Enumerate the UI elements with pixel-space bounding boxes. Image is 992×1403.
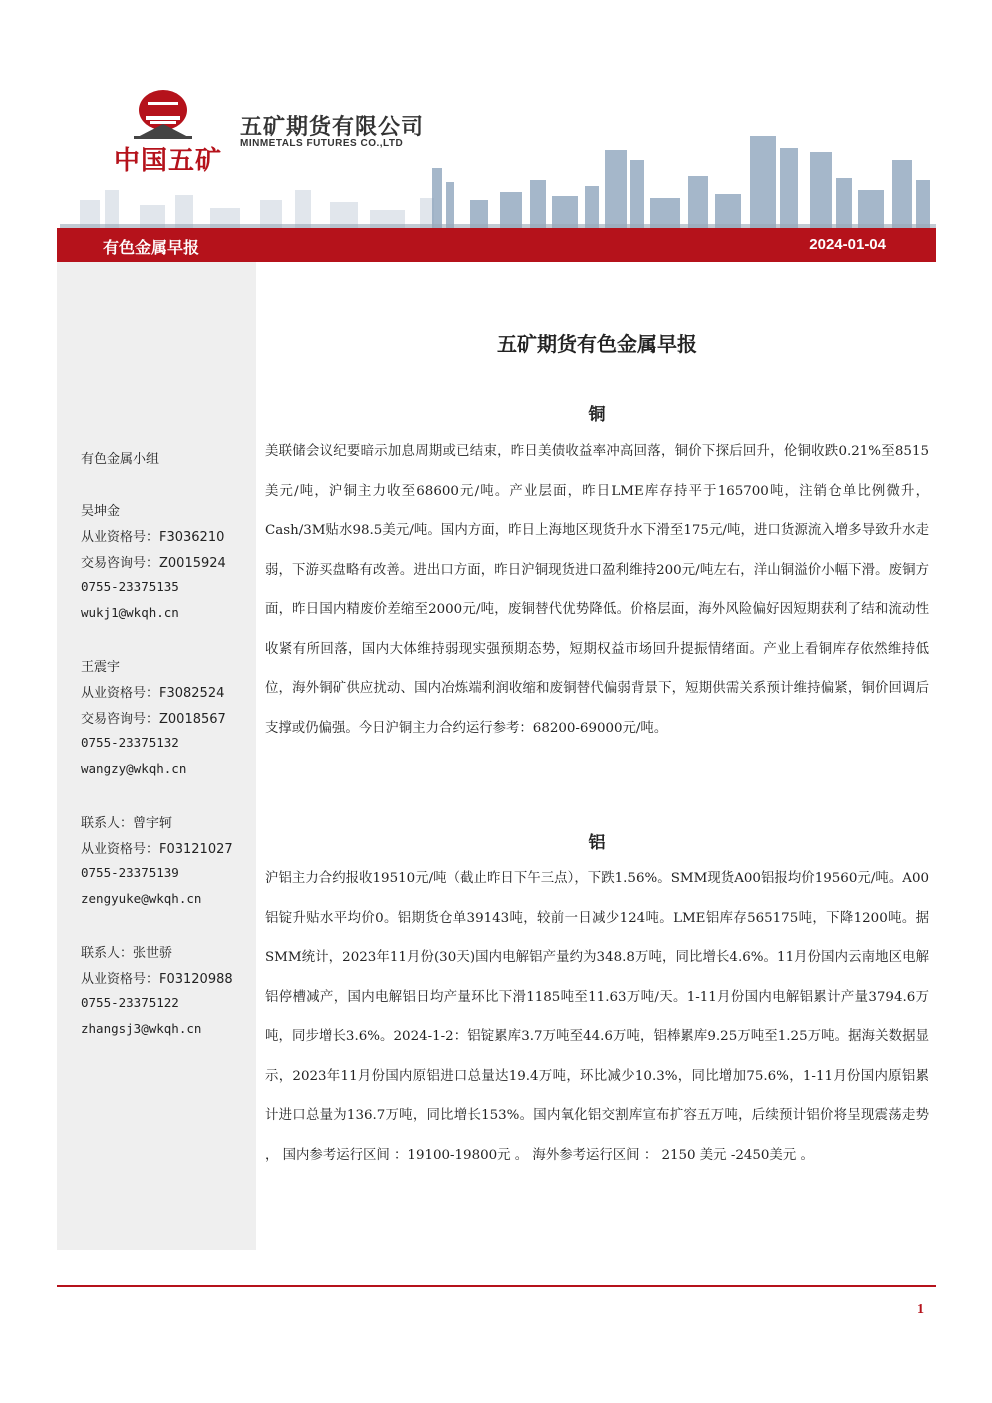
document-title: 五矿期货有色金属早报 xyxy=(497,332,697,356)
section-text-copper: 美联储会议纪要暗示加息周期或已结束，昨日美债收益率冲高回落，铜价下探后回升，伦铜收跌0.21%至8515美元/吨，沪铜主力收至68600元/吨。产业层面，昨日LME库存持平于165700吨，注销仓单比例微升，Cash/3M贴水98.5美元/吨。国内方面，昨日上海地区现货升水下滑至175元/吨，进口货源流入增多导致升水走弱，下游买盘略有改善。进出口方面，昨日沪铜现货进口盈利维持200元/吨左右，洋山铜溢价小幅下滑。废铜方面，昨日国内精废价差缩至2000元/吨，废铜替代优势降低。价格层面，海外风险偏好因短期获利了结和流动性收紧有所回落，国内大体维持弱现实强预期态势，短期权益市场回升提振情绪面。产业上看铜库存依然维持低位，海外铜矿供应扰动、国内冶炼端利润收缩和废铜替代偏弱背景下，短期供需关系预计维持偏紧，铜价回调后支撑或仍偏强。今日沪铜主力合约运行参考：68200-69000元/吨。 xyxy=(265,444,929,736)
section-heading-copper: 铜 xyxy=(588,405,606,425)
contact-phone: 0755-23375122 xyxy=(81,995,179,1010)
contact-phone: 0755-23375135 xyxy=(81,579,179,594)
contact-qualification: 从业资格号：F3082524 xyxy=(81,686,225,701)
china-minmetals-logo-icon xyxy=(128,88,198,140)
contact-consult-number: 交易咨询号：Z0018567 xyxy=(81,712,226,727)
contact-consult-number: 交易咨询号：Z0015924 xyxy=(81,556,226,571)
company-name-cn: 五矿期货有限公司 xyxy=(240,115,425,140)
contact-email[interactable]: zhangsj3@wkqh.cn xyxy=(81,1021,202,1036)
contact-qualification: 从业资格号：F03120988 xyxy=(81,972,233,987)
contact-name: 联系人：张世骄 xyxy=(81,946,173,961)
contact-email[interactable]: zengyuke@wkqh.cn xyxy=(81,891,202,906)
contact-qualification: 从业资格号：F03121027 xyxy=(81,842,233,857)
contact-name: 联系人：曾宇轲 xyxy=(81,816,173,831)
contact-name: 王震宇 xyxy=(81,660,121,675)
page-header xyxy=(0,0,992,228)
section-heading-aluminum: 铝 xyxy=(588,833,606,853)
contact-qualification: 从业资格号：F3036210 xyxy=(81,530,225,545)
company-name-en: MINMETALS FUTURES CO.,LTD xyxy=(240,138,404,149)
contact-email[interactable]: wukj1@wkqh.cn xyxy=(81,605,179,620)
contact-email[interactable]: wangzy@wkqh.cn xyxy=(81,761,187,776)
section-text-aluminum: 沪铝主力合约报收19510元/吨（截止昨日下午三点），下跌1.56%。SMM现货A00铝报均价19560元/吨。A00铝锭升贴水平均价0。铝期货仓单39143吨，较前一日减少124吨。LME铝库存565175吨，下降1200吨。据SMM统计，2023年11月份(30天)国内电解铝产量约为348.8万吨，同比增长4.6%。11月份国内云南地区电解铝停槽减产，国内电解铝日均产量环比下滑1185吨至11.63万吨/天。1-11月份国内电解铝累计产量3794.6万吨，同步增长3.6%。2024-1-2：铝锭累库3.7万吨至44.6万吨，铝棒累库9.25万吨至1.25万吨。据海关数据显示，2023年11月份国内原铝进口总量达19.4万吨，环比减少10.3%，同比增加75.6%，1-11月份国内原铝累计进口总量为136.7万吨，同比增长153%。国内氧化铝交割库宣布扩容五万吨，后续预计铝价将呈现震荡走势 ， 国内参考运行区间 ：19100-19800元 。 海外参考运行区间 ： 2150 美元 -2450美元 。 xyxy=(265,871,929,1163)
report-date: 2024-01-04 xyxy=(809,236,886,253)
contact-phone: 0755-23375139 xyxy=(81,865,179,880)
report-type: 有色金属早报 xyxy=(103,238,200,257)
contact-phone: 0755-23375132 xyxy=(81,735,179,750)
contact-name: 吴坤金 xyxy=(81,504,121,519)
group-name: 有色金属小组 xyxy=(81,452,160,467)
report-banner xyxy=(57,228,936,262)
logo-text: 中国五矿 xyxy=(114,146,223,176)
sidebar-contacts xyxy=(57,262,256,1250)
footer-divider xyxy=(57,1285,936,1287)
page-number: 1 xyxy=(917,1302,924,1317)
